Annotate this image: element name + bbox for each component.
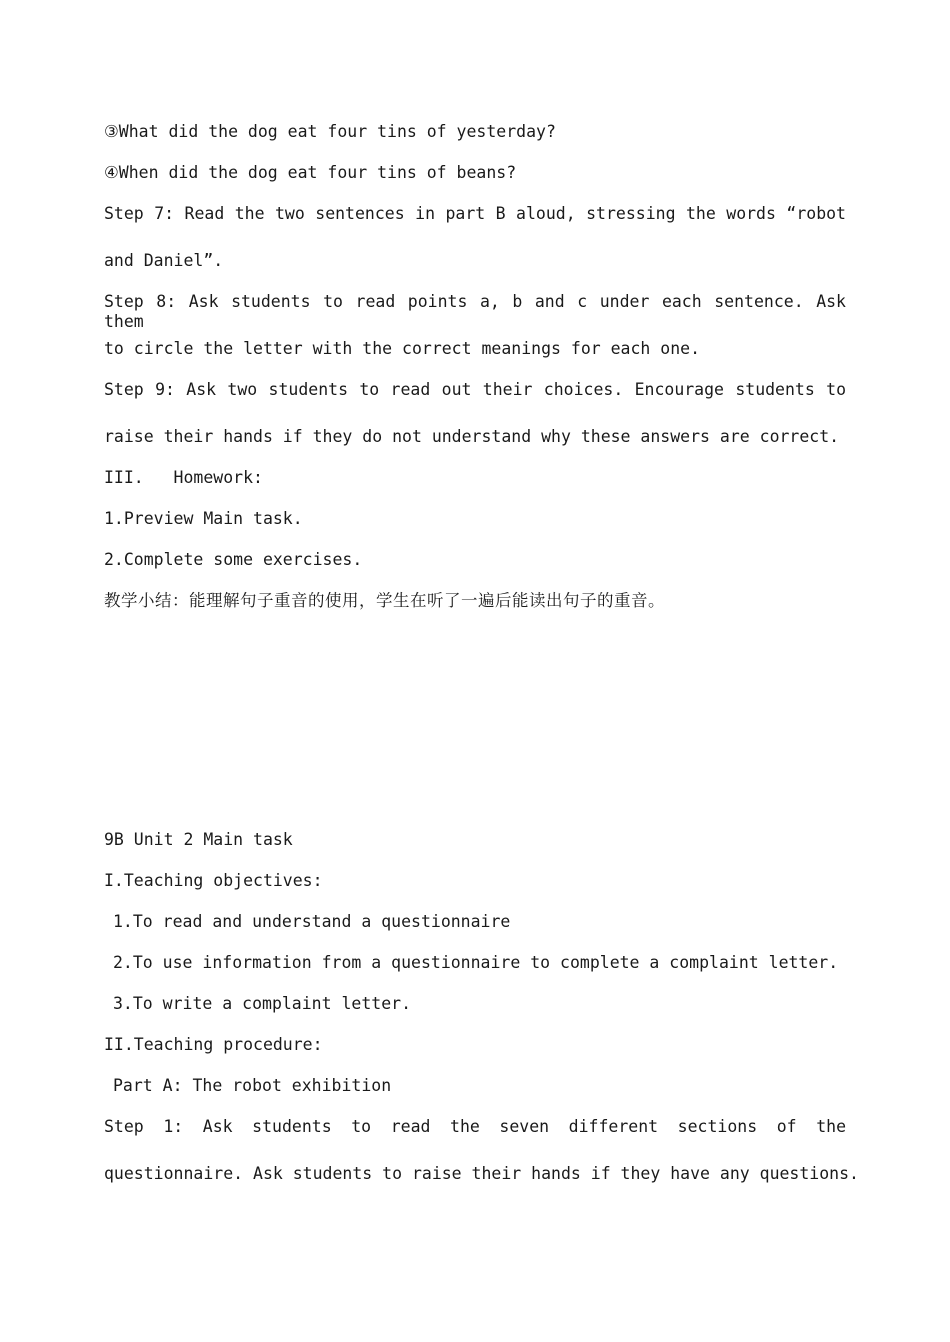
step-1-line-2: questionnaire. Ask students to raise their hands if they have any questions. xyxy=(104,1164,859,1183)
question-3: ③What did the dog eat four tins of yesterday? xyxy=(104,122,556,141)
step-9-line-1: Step 9: Ask two students to read out their choices. Encourage students to xyxy=(104,380,846,399)
step-8-line-2: to circle the letter with the correct meanings for each one. xyxy=(104,339,701,358)
step-7-line-2: and Daniel”. xyxy=(104,251,224,270)
step-1-line-1: Step 1: Ask students to read the seven different sections of the xyxy=(104,1117,846,1136)
question-4: ④When did the dog eat four tins of beans? xyxy=(104,163,517,182)
teaching-summary: 教学小结：能理解句子重音的使用，学生在听了一遍后能读出句子的重音。 xyxy=(104,591,665,610)
procedure-heading: II.Teaching procedure: xyxy=(104,1035,323,1054)
objectives-heading: I.Teaching objectives: xyxy=(104,871,323,890)
objective-1: 1.To read and understand a questionnaire xyxy=(113,912,511,931)
unit-title: 9B Unit 2 Main task xyxy=(104,830,293,849)
homework-heading: III. Homework: xyxy=(104,468,263,487)
step-9-line-2: raise their hands if they do not understand why these answers are correct. xyxy=(104,427,840,446)
objective-2: 2.To use information from a questionnaire to complete a complaint letter. xyxy=(113,953,839,972)
homework-item-2: 2.Complete some exercises. xyxy=(104,550,363,569)
homework-item-1: 1.Preview Main task. xyxy=(104,509,303,528)
part-a-heading: Part A: The robot exhibition xyxy=(113,1076,392,1095)
objective-3: 3.To write a complaint letter. xyxy=(113,994,412,1013)
step-7-line-1: Step 7: Read the two sentences in part B aloud, stressing the words “robot xyxy=(104,204,846,223)
step-8-line-1: Step 8: Ask students to read points a, b and c under each sentence. Ask them xyxy=(104,292,846,331)
